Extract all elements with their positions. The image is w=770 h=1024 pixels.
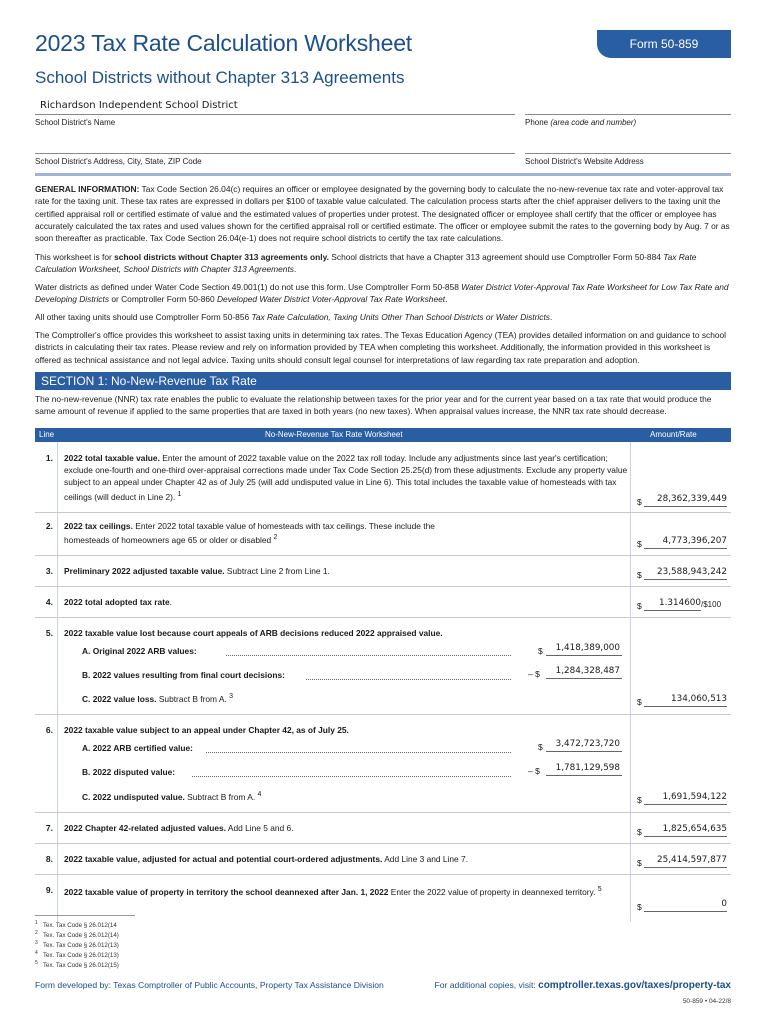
line-2-description: 2022 tax ceilings. Enter 2022 total taxable value of homesteads with tax ceilings. These include the homesteads of homeowners age 65 or older or disabled $^2$ bbox=[64, 521, 435, 545]
line-5b-value: 1,284,328,487 bbox=[555, 666, 620, 676]
line-7-value: 1,825,654,635 bbox=[662, 824, 727, 834]
col-worksheet-header: No-New-Revenue Tax Rate Worksheet bbox=[265, 430, 403, 439]
line-3-number: 3. bbox=[45, 566, 53, 576]
row-divider bbox=[35, 617, 731, 618]
line-1-description: 2022 total taxable value. Enter the amount of 2022 taxable value on the 2022 tax roll today. Include any adjustments since last year's certification; exclude one-fourth and one-third over-appraisal corrections made under Tax Code Section 25.25(d) from these adjustments. Exclude any property value subject to an appeal under Chapter 42 as of July 25 (will add undisputed value in Line 6). This total includes the taxable value of homesteads with tax ceilings (will deduct in Line 2). $^1$ bbox=[64, 453, 628, 502]
form-number-tag: Form 50-859 bbox=[597, 30, 731, 58]
line-2-amount-field[interactable]: $ 4,773,396,207 bbox=[637, 536, 727, 549]
line-6-value: 1,691,594,122 bbox=[662, 792, 727, 802]
line-8-amount-field[interactable]: $ 25,414,597,877 bbox=[637, 855, 727, 868]
water-district-note: Water districts as defined under Water Code Section 49.001(1) do not use this form. Use Comptroller Form 50-858 Water District Voter-Approval Tax Rate Worksheet for Low Tax Rate and Developing Districts or Comptroller Form 50-860 Developed Water District Voter-Approval Tax Rate Worksheet. bbox=[35, 282, 729, 305]
leader-dots bbox=[226, 655, 511, 656]
col-amount-header: Amount/Rate bbox=[650, 430, 697, 439]
footnote-3: $^3$ Tex. Tax Code § 26.012(13) bbox=[35, 940, 119, 950]
line-5-description: 2022 taxable value lost because court appeals of ARB decisions reduced 2022 appraised value. bbox=[64, 628, 443, 638]
line-5-value: 134,060,513 bbox=[671, 694, 727, 704]
line-5a-label: A. Original 2022 ARB values: bbox=[82, 646, 197, 656]
website-line[interactable] bbox=[525, 153, 731, 154]
line-7-amount-field[interactable]: $ 1,825,654,635 bbox=[637, 824, 727, 837]
line-9-description: 2022 taxable value of property in territory the school deannexed after Jan. 1, 2022 Enter the 2022 value of property in deannexed territory. $^5$ bbox=[64, 886, 602, 897]
line-9-value: 0 bbox=[721, 899, 727, 909]
line-6a-value: 3,472,723,720 bbox=[555, 739, 620, 749]
line-8-description: 2022 taxable value, adjusted for actual and potential court-ordered adjustments. Add Line 3 and Line 7. bbox=[64, 854, 469, 864]
general-information: GENERAL INFORMATION: Tax Code Section 26.04(c) requires an officer or employee designated by the governing body to calculate the no-new-revenue tax rate and voter-approval tax rate for the taxing unit. These tax rates are expressed in dollars per $100 of taxable value calculated. The calculation process starts after the chief appraiser delivers to the taxing unit the certified appraisal roll or certified estimate of value and the estimated values of properties under protest. The designated officer or employee shall certify that the officer or employee has accurately calculated the tax rates and used values shown for the certified appraisal roll or certified estimate. The officer or employee submit the rates to the governing body by Aug. 7 or as soon thereafter as practicable. Tax Code Section 26.04(e-1) does not require school districts to certify the tax rate calculations. bbox=[35, 184, 730, 244]
line-3-value: 23,588,943,242 bbox=[657, 567, 727, 577]
line-6-amount-field[interactable]: $ 1,691,594,122 bbox=[637, 792, 727, 805]
line-6a-amount-field[interactable]: $ 3,472,723,720 bbox=[538, 739, 620, 752]
line-5a-amount-field[interactable]: $ 1,418,389,000 bbox=[538, 643, 620, 656]
line-2-number: 2. bbox=[45, 521, 53, 531]
footnote-4: $^4$ Tex. Tax Code § 26.012(13) bbox=[35, 950, 119, 960]
address-line[interactable] bbox=[35, 153, 515, 154]
footer-developer-credit: Form developed by: Texas Comptroller of Public Accounts, Property Tax Assistance Division bbox=[35, 980, 384, 990]
line-6-number: 6. bbox=[45, 725, 53, 735]
line-9-amount-field[interactable]: $ 0 bbox=[637, 899, 727, 912]
page-subtitle: School Districts without Chapter 313 Agreements bbox=[35, 68, 405, 87]
line-4-value: 1.314600 bbox=[659, 598, 701, 608]
line-3-description: Preliminary 2022 adjusted taxable value. Subtract Line 2 from Line 1. bbox=[64, 566, 330, 576]
row-divider bbox=[35, 512, 731, 513]
line-5b-amount-field[interactable]: – $ 1,284,328,487 bbox=[528, 666, 620, 679]
row-divider bbox=[35, 843, 731, 844]
footnote-2: $^2$ Tex. Tax Code § 26.012(14) bbox=[35, 930, 119, 940]
section-1-heading: SECTION 1: No-New-Revenue Tax Rate bbox=[35, 372, 731, 390]
address-label: School District's Address, City, State, ZIP Code bbox=[35, 157, 202, 166]
line-1-amount-field[interactable]: $ 28,362,339,449 bbox=[637, 494, 727, 507]
line-4-description: 2022 total adopted tax rate. bbox=[64, 597, 172, 607]
line-4-amount-field[interactable]: $ 1.314600 bbox=[637, 598, 701, 611]
line-6b-label: B. 2022 disputed value: bbox=[82, 767, 176, 777]
footnote-5: $^5$ Tex. Tax Code § 26.012(15) bbox=[35, 960, 119, 970]
row-divider bbox=[35, 812, 731, 813]
line-5-number: 5. bbox=[45, 628, 53, 638]
per-100-suffix: /$100 bbox=[701, 600, 722, 609]
header-divider bbox=[35, 173, 731, 176]
row-divider bbox=[35, 586, 731, 587]
line-6c-label: C. 2022 undisputed value. Subtract B from A. $^4$ bbox=[82, 791, 262, 802]
leader-dots bbox=[192, 776, 511, 777]
line-8-number: 8. bbox=[45, 854, 53, 864]
amount-column-divider bbox=[630, 442, 631, 922]
line-1-number: 1. bbox=[45, 453, 53, 463]
line-5-amount-field[interactable]: $ 134,060,513 bbox=[637, 694, 727, 707]
line-5c-label: C. 2022 value loss. Subtract B from A. $^3$ bbox=[82, 693, 234, 704]
line-2-value: 4,773,396,207 bbox=[662, 536, 727, 546]
other-units-note: All other taxing units should use Comptroller Form 50-856 Tax Rate Calculation, Taxing Units Other Than School Districts or Water Districts. bbox=[35, 312, 553, 322]
line-6-description: 2022 taxable value subject to an appeal under Chapter 42, as of July 25. bbox=[64, 725, 349, 735]
district-name-line bbox=[35, 114, 515, 115]
footer-copies-link[interactable]: For additional copies, visit: comptroller.texas.gov/taxes/property-tax bbox=[434, 980, 731, 991]
footnote-divider bbox=[35, 915, 135, 916]
footnote-1: $^1$ Tex. Tax Code § 26.012(14 bbox=[35, 920, 117, 930]
comptroller-note: The Comptroller's office provides this worksheet to assist taxing units in determining tax rates. The Texas Education Agency (TEA) provides detailed information on and guidance to school districts in calculating their tax rates. Please review and rely on information provided by TEA when completing this worksheet. Additionally, the information provided in this worksheet is offered as technical assistance and not legal advice. Taxing units should consult legal counsel for interpretations of law regarding tax rate preparation and adoption. bbox=[35, 330, 727, 365]
phone-line[interactable] bbox=[525, 114, 731, 115]
website-label: School District's Website Address bbox=[525, 157, 644, 166]
line-5b-label: B. 2022 values resulting from final court decisions: bbox=[82, 670, 285, 680]
table-header bbox=[35, 428, 731, 442]
worksheet-scope-note: This worksheet is for school districts without Chapter 313 agreements only. School districts that have a Chapter 313 agreement should use Comptroller Form 50-884 Tax Rate Calculation Worksheet, School Districts with Chapter 313 Agreements. bbox=[35, 252, 697, 275]
leader-dots bbox=[306, 679, 511, 680]
line-6a-label: A. 2022 ARB certified value: bbox=[82, 743, 193, 753]
col-line-header: Line bbox=[39, 430, 55, 439]
line-column-divider bbox=[57, 442, 58, 922]
row-divider bbox=[35, 555, 731, 556]
footer-form-code: 50-859 • 04-22/8 bbox=[682, 998, 731, 1005]
line-4-number: 4. bbox=[45, 597, 53, 607]
line-6b-amount-field[interactable]: – $ 1,781,129,598 bbox=[528, 763, 620, 776]
row-divider bbox=[35, 874, 731, 875]
section-1-intro: The no-new-revenue (NNR) tax rate enables the public to evaluate the relationship between taxes for the prior year and for the current year based on a tax rate that would produce the same amount of revenue if applied to the same properties that are taxed in both years (no new taxes). When appraisal values increase, the NNR tax rate should decrease. bbox=[35, 394, 712, 417]
line-8-value: 25,414,597,877 bbox=[657, 855, 727, 865]
line-5a-value: 1,418,389,000 bbox=[555, 643, 620, 653]
row-divider bbox=[35, 714, 731, 715]
district-name-label: School District's Name bbox=[35, 118, 116, 127]
line-7-description: 2022 Chapter 42-related adjusted values. Add Line 5 and 6. bbox=[64, 823, 294, 833]
phone-label: Phone (area code and number) bbox=[525, 118, 637, 127]
page-title: 2023 Tax Rate Calculation Worksheet bbox=[35, 30, 412, 56]
leader-dots bbox=[206, 752, 511, 753]
line-3-amount-field[interactable]: $ 23,588,943,242 bbox=[637, 567, 727, 580]
line-6b-value: 1,781,129,598 bbox=[555, 763, 620, 773]
line-9-number: 9. bbox=[45, 885, 53, 895]
line-1-value: 28,362,339,449 bbox=[657, 494, 727, 504]
line-7-number: 7. bbox=[45, 823, 53, 833]
district-name-value[interactable]: Richardson Independent School District bbox=[40, 100, 238, 111]
